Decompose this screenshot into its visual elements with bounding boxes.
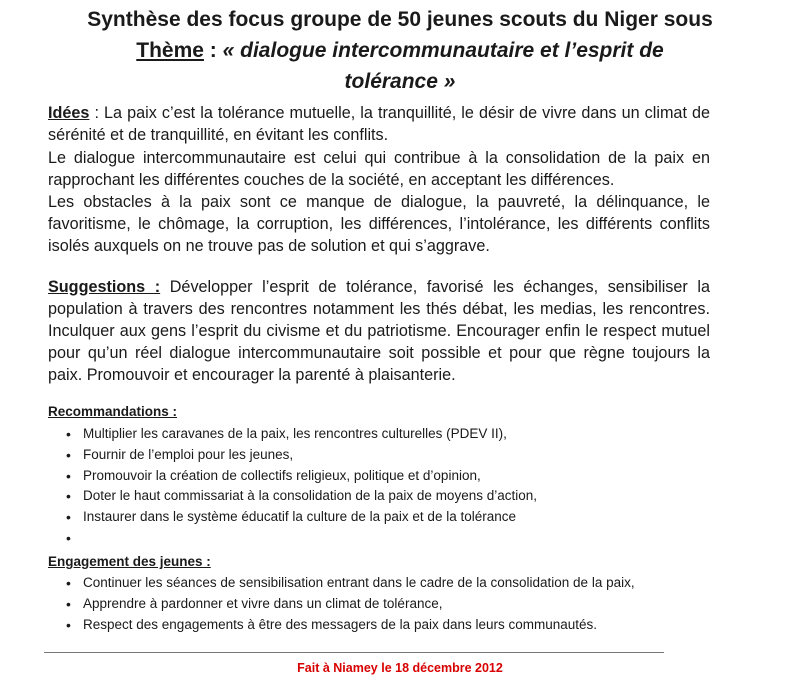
engagement-list bbox=[66, 573, 746, 635]
suggestions-paragraph bbox=[48, 276, 710, 386]
theme-text-part1: « dialogue intercommunautaire et l’esprit de bbox=[222, 39, 664, 62]
list-item: • Continuer les séances de sensibilisation entrant dans le cadre de la consolidation de la paix, bbox=[66, 573, 746, 594]
engagement-heading: Engagement des jeunes : bbox=[48, 554, 211, 569]
idees-separator: : bbox=[89, 104, 105, 122]
list-item: • Instaurer dans le système éducatif la culture de la paix et de la tolérance bbox=[66, 507, 746, 528]
theme-line bbox=[40, 39, 760, 63]
document-title: Synthèse des focus groupe de 50 jeunes scouts du Niger sous bbox=[87, 8, 713, 31]
signature-date: Fait à Niamey le 18 décembre 2012 bbox=[297, 661, 503, 675]
list-item: • Multiplier les caravanes de la paix, les rencontres culturelles (PDEV II), bbox=[66, 424, 746, 445]
list-item: • Apprendre à pardonner et vivre dans un climat de tolérance, bbox=[66, 594, 746, 615]
suggestions-label: Suggestions : bbox=[48, 278, 161, 296]
list-item: • Respect des engagements à être des messagers de la paix dans leurs communautés. bbox=[66, 615, 746, 636]
list-item-empty bbox=[66, 528, 746, 549]
idees-paragraph bbox=[48, 102, 710, 146]
footer-divider bbox=[44, 652, 664, 653]
theme-separator: : bbox=[203, 39, 223, 62]
obstacles-paragraph: Les obstacles à la paix sont ce manque de dialogue, la pauvreté, la délinquance, le favoritisme, le chômage, la corruption, les différences, l’intolérance, les différents conflits isolés auxquels on ne trouve pas de solution et qui s’aggrave. bbox=[48, 193, 710, 255]
idees-label: Idées bbox=[48, 104, 90, 122]
list-item: • Doter le haut commissariat à la consolidation de la paix de moyens d’action, bbox=[66, 486, 746, 507]
idees-text: La paix c’est la tolérance mutuelle, la tranquillité, le désir de vivre dans un climat de sérénité et de tranquillité, en évitant les conflits. bbox=[48, 104, 711, 144]
theme-label: Thème bbox=[136, 39, 204, 62]
theme-text-part2: tolérance » bbox=[344, 70, 456, 93]
recommandations-heading: Recommandations : bbox=[48, 404, 178, 419]
list-item: • Fournir de l’emploi pour les jeunes, bbox=[66, 445, 746, 466]
list-item: • Promouvoir la création de collectifs religieux, politique et d’opinion, bbox=[66, 466, 746, 487]
dialogue-paragraph: Le dialogue intercommunautaire est celui qui contribue à la consolidation de la paix en rapprochant les différentes couches de la société, en acceptant les différences. bbox=[48, 149, 710, 189]
suggestions-text: Développer l’esprit de tolérance, favorisé les échanges, sensibiliser la population à travers des rencontres notamment les thés débat, les medias, les rencontres. Inculquer aux gens l’esprit du civisme et du patriotisme. Encourager enfin le respect mutuel pour qu’un réel dialogue intercommunautaire soit possible et pour que règne toujours la paix. Promouvoir et encourager la parenté à plaisanterie. bbox=[48, 278, 710, 384]
recommandations-list bbox=[66, 424, 746, 549]
